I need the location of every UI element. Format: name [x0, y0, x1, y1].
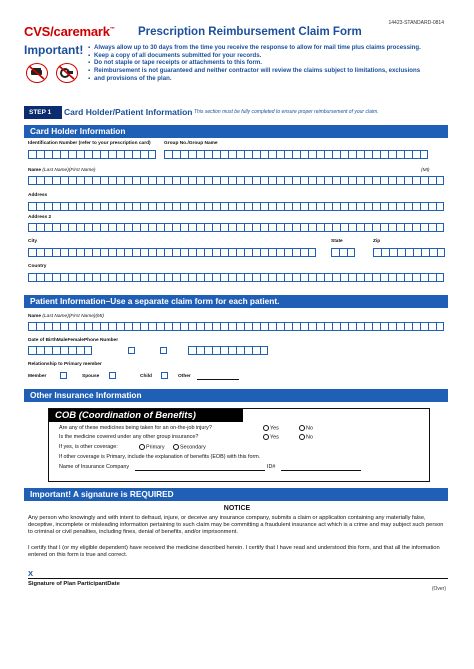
bullet-item: ▪ and provisions of the plan. [88, 75, 448, 83]
step1-title: Card Holder/Patient Information [64, 107, 193, 117]
other-label: Other [178, 374, 191, 379]
step1-note: This section must be fully completed to ensure proper reimbursement of your claim. [194, 109, 379, 115]
id-number-label: Identification Number (refer to your prescription card) [28, 141, 151, 146]
country-field[interactable] [28, 273, 444, 282]
cob-question-other-insurance: Is the medicine covered under any other group insurance? [59, 434, 199, 440]
spouse-checkbox[interactable] [109, 372, 116, 379]
child-label: Child [140, 374, 152, 379]
card-holder-bar: Card Holder Information [24, 125, 448, 138]
mi-label: (MI) [421, 168, 430, 173]
group-number-field[interactable] [164, 150, 428, 159]
member-label: Member [28, 374, 47, 379]
group-label: Group No./Group Name [164, 141, 218, 146]
other-ins-yes-radio[interactable] [263, 434, 269, 440]
female-checkbox[interactable] [160, 347, 167, 354]
child-checkbox[interactable] [161, 372, 168, 379]
patient-name-label: Name (Last Name)(First Name)(MI) [28, 314, 104, 319]
no-tape-icon [56, 63, 78, 83]
relationship-label: Relationship to Primary member [28, 362, 102, 367]
other-ins-no-option[interactable]: No [299, 434, 313, 440]
signature-required-bar: Important! A signature is REQUIRED [24, 488, 448, 501]
signature-field[interactable] [28, 578, 448, 579]
bullet-item: ▪ Always allow up to 30 days from the time you receive the response to allow for mail time plus claims processing. [88, 44, 448, 52]
bullet-item: ▪ Reimbursement is not guaranteed and neither contractor will review the claims subject to limitations, exclusions [88, 67, 448, 75]
member-checkbox[interactable] [60, 372, 67, 379]
cob-eob-note: If other coverage is Primary, include the explanation of benefits (EOB) with this form. [59, 454, 261, 460]
signature-x-mark: X [28, 569, 34, 578]
patient-name-field[interactable] [28, 322, 444, 331]
insurance-company-field[interactable] [135, 470, 265, 471]
important-heading: Important! [24, 43, 84, 57]
cob-question-injury: Are any of these medicines being taken for an on-the-job injury? [59, 425, 212, 431]
primary-radio[interactable] [139, 444, 145, 450]
spouse-label: Spouse [82, 374, 100, 379]
insurance-company-label: Name of Insurance Company [59, 464, 130, 470]
state-label: State [331, 239, 343, 244]
other-relationship-field[interactable] [197, 379, 239, 380]
dob-field[interactable] [28, 346, 92, 355]
city-field[interactable] [28, 248, 316, 257]
injury-no-radio[interactable] [299, 425, 305, 431]
insurance-id-label: ID# [267, 464, 276, 470]
form-title: Prescription Reimbursement Claim Form [138, 26, 362, 38]
address-label: Address [28, 193, 48, 198]
name-label: Name (Last Name)(First Name) [28, 168, 96, 173]
cob-title: COB (Coordination of Benefits) [49, 409, 243, 422]
address2-field[interactable] [28, 223, 444, 232]
cob-question-coverage: If yes, is other coverage: [59, 444, 118, 450]
phone-field[interactable] [188, 346, 268, 355]
step1-header [24, 106, 448, 119]
address-field[interactable] [28, 202, 444, 211]
city-label: City [28, 239, 38, 244]
injury-no-option[interactable]: No [299, 425, 313, 431]
no-staple-icon [26, 63, 48, 83]
other-ins-no-radio[interactable] [299, 434, 305, 440]
cvs-caremark-logo: CVS/caremark™ [24, 24, 115, 39]
notice-title: NOTICE [223, 505, 251, 512]
insurance-id-field[interactable] [281, 470, 361, 471]
notice-text: Any person who knowingly and with intent to defraud, injure, or deceive any insurance company, submits a claim or application containing any materially false, deceptive, incomplete or misleading information pertaining to such claim may be committing a fraudulent insurance act which is a crime and may subject such person to criminal or civil penalties, including fines, denial of benefits, and/or imprisonment. [28, 515, 444, 536]
secondary-option[interactable]: Secondary [173, 444, 206, 450]
injury-yes-radio[interactable] [263, 425, 269, 431]
dob-sex-phone-label: Date of BirthMaleFemalePhone Number [28, 338, 119, 343]
other-ins-yes-option[interactable]: Yes [263, 434, 279, 440]
state-field[interactable] [331, 248, 355, 257]
bullet-item: ▪ Keep a copy of all documents submitted for your records. [88, 52, 448, 60]
certify-text: I certify that I (or my eligible dependent) have received the medicine described herein. I certify that I have read and understood this form, and that all the information entered on this form is true and correct. [28, 545, 440, 559]
injury-yes-option[interactable]: Yes [263, 425, 279, 431]
country-label: Country [28, 264, 47, 269]
cob-box [48, 408, 430, 482]
bullet-item: ▪ Do not staple or tape receipts or attachments to this form. [88, 59, 448, 67]
primary-option[interactable]: Primary [139, 444, 165, 450]
zip-field[interactable] [373, 248, 445, 257]
male-checkbox[interactable] [128, 347, 135, 354]
cardholder-name-field[interactable] [28, 176, 444, 185]
other-insurance-bar: Other Insurance Information [24, 389, 448, 402]
zip-label: Zip [373, 239, 381, 244]
id-number-field[interactable] [28, 150, 156, 159]
address2-label: Address 2 [28, 215, 52, 220]
secondary-radio[interactable] [173, 444, 179, 450]
step1-tab: STEP 1 [24, 106, 62, 119]
signature-label: Signature of Plan ParticipantDate [28, 581, 120, 587]
form-code: 14423-STANDARD-0814 [388, 20, 444, 26]
patient-info-bar: Patient Information–Use a separate claim form for each patient. [24, 295, 448, 308]
over-note: (Over) [431, 586, 446, 592]
important-bullets [88, 44, 448, 83]
